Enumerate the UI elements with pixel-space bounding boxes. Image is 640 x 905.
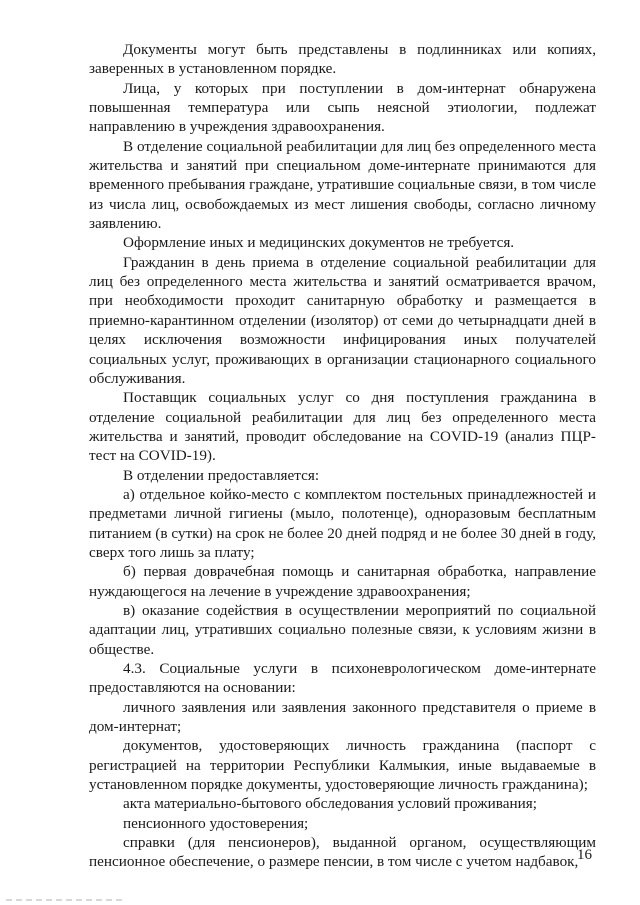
document-body [89,40,596,872]
list-item-application: личного заявления или заявления законного представителя о приеме в дом-интернат; [89,698,596,736]
paragraph-rehab-admission: В отделение социальной реабилитации для лиц без определенного места жительства и занятий при специальном доме-интернате принимаются для временного пребывания граждане, утратившие социальные связи, в том числе из числа лиц, освобождаемых из мест лишения свободы, согласно личному заявлению. [89,137,596,233]
paragraph-admission-exam: Гражданин в день приема в отделение социальной реабилитации для лиц без определенного места жительства и занятий осматривается врачом, при необходимости проходит санитарную обработку и размещается в приемно-карантинном отделении (изолятор) от семи до четырнадцати дней в целях исключения возможности инфицирования иных получателей социальных услуг, проживающих в организации стационарного социального обслуживания. [89,253,596,387]
page-number: 16 [577,847,592,863]
list-item-living-conditions-act: акта материально-бытового обследования условий проживания; [123,795,537,813]
paragraph-documents-copies: Документы могут быть представлены в подлинниках или копиях, заверенных в установленном порядке. [89,41,596,78]
paragraph-no-other-documents: Оформление иных и медицинских документов не требуется. [123,234,515,252]
list-item-a-bed: а) отдельное койко-место с комплектом постельных принадлежностей и предметами личной гигиены (мыло, полотенце), одноразовым бесплатным питанием (в сутки) на срок не более 20 дней подряд и не более 30 дней в году, сверх того лишь за плату; [89,485,596,561]
section-4-3-heading: 4.3. Социальные услуги в психоневрологическом доме-интернате предоставляются на основании: [89,660,596,697]
list-item-pension-certificate: пенсионного удостоверения; [123,814,309,832]
list-item-pension-reference: справки (для пенсионеров), выданной органом, осуществляющим пенсионное обеспечение, о размере пенсии, в том числе с учетом надбавок, [89,834,596,871]
list-item-b-first-aid: б) первая доврачебная помощь и санитарная обработка, направление нуждающегося на лечение в учреждение здравоохранения; [89,563,596,600]
paragraph-covid-test: Поставщик социальных услуг со дня поступления гражданина в отделение социальной реабилитации для лиц без определенного места жительства и занятий, проводит обследование на COVID-19 (анализ ПЦР-тест на COVID-19). [89,389,596,465]
list-item-c-adaptation: в) оказание содействия в осуществлении мероприятий по социальной адаптации лиц, утративших социально полезные связи, к условиям жизни в обществе. [89,601,596,658]
list-item-identity-documents: документов, удостоверяющих личность гражданина (паспорт с регистрацией на территории Республики Калмыкия, иные выдаваемые в установленном порядке документы, удостоверяющие личность гражданина); [89,737,596,794]
paragraph-fever-referral: Лица, у которых при поступлении в дом-интернат обнаружена повышенная температура или сыпь неясной этиологии, подлежат направлению в учреждения здравоохранения. [89,79,596,136]
paragraph-department-provides: В отделении предоставляется: [123,466,320,484]
scan-edge-artifact [6,899,126,901]
